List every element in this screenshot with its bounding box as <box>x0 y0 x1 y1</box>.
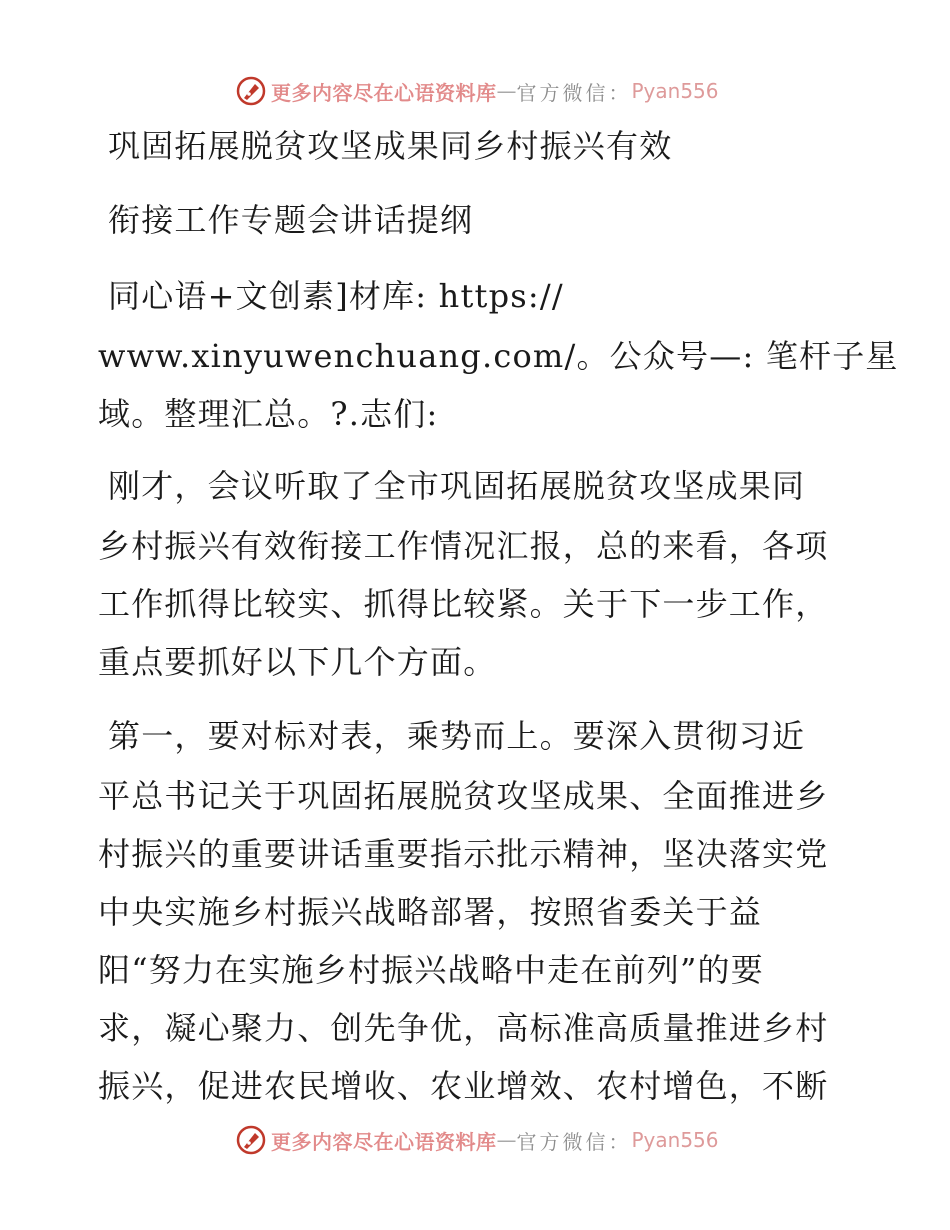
source-line-3: 域。整理汇总。?.志们: <box>98 395 439 433</box>
watermark-text: 更多内容尽在心语资料库 <box>271 80 497 105</box>
paragraph-2-line-1: 第一，要对标对表，乘势而上。要深入贯彻习近 <box>108 717 806 755</box>
watermark-separator: — <box>496 79 517 103</box>
document-title-line-1: 巩固拓展脱贫攻坚成果同乡村振兴有效 <box>108 127 673 165</box>
paragraph-2-line-7: 振兴，促进农民增收、农业增效、农村增色，不断 <box>98 1067 829 1105</box>
paragraph-2-line-2: 平总书记关于巩固拓展脱贫攻坚成果、全面推进乡 <box>98 777 829 815</box>
paragraph-2-line-4: 中央实施乡村振兴战略部署，按照省委关于益 <box>98 893 763 931</box>
watermark-text: 更多内容尽在心语资料库 <box>271 1129 497 1154</box>
watermark-wechat-label: 官方微信： <box>516 1129 632 1154</box>
watermark-separator: — <box>496 1128 517 1152</box>
paragraph-1-line-2: 乡村振兴有效衔接工作情况汇报，总的来看，各项 <box>98 527 829 565</box>
watermark-wechat-label: 官方微信： <box>516 80 632 105</box>
paragraph-1-line-3: 工作抓得比较实、抓得比较紧。关于下一步工作， <box>98 585 829 623</box>
paragraph-2-line-3: 村振兴的重要讲话重要指示批示精神，坚决落实党 <box>98 835 829 873</box>
paragraph-1-line-4: 重点要抓好以下几个方面。 <box>98 643 497 681</box>
source-line-2: www.xinyuwenchuang.com/。公众号—: 笔杆子星 <box>98 337 899 375</box>
watermark-wechat-id: Pyan556 <box>631 79 719 103</box>
document-title-line-2: 衔接工作专题会讲话提纲 <box>108 201 474 239</box>
pen-nib-circle-icon <box>235 1124 267 1156</box>
watermark-wechat-id: Pyan556 <box>631 1128 719 1152</box>
source-line-1: 同心语+文创素]材库: https:// <box>108 277 564 315</box>
paragraph-2-line-5: 阳“努力在实施乡村振兴战略中走在前列”的要 <box>98 951 764 989</box>
paragraph-2-line-6: 求，凝心聚力、创先争优，高标准高质量推进乡村 <box>98 1009 829 1047</box>
watermark-footer <box>235 1123 755 1157</box>
paragraph-1-line-1: 刚才，会议听取了全市巩固拓展脱贫攻坚成果同 <box>108 467 806 505</box>
watermark-header <box>235 74 755 108</box>
pen-nib-circle-icon <box>235 75 267 107</box>
